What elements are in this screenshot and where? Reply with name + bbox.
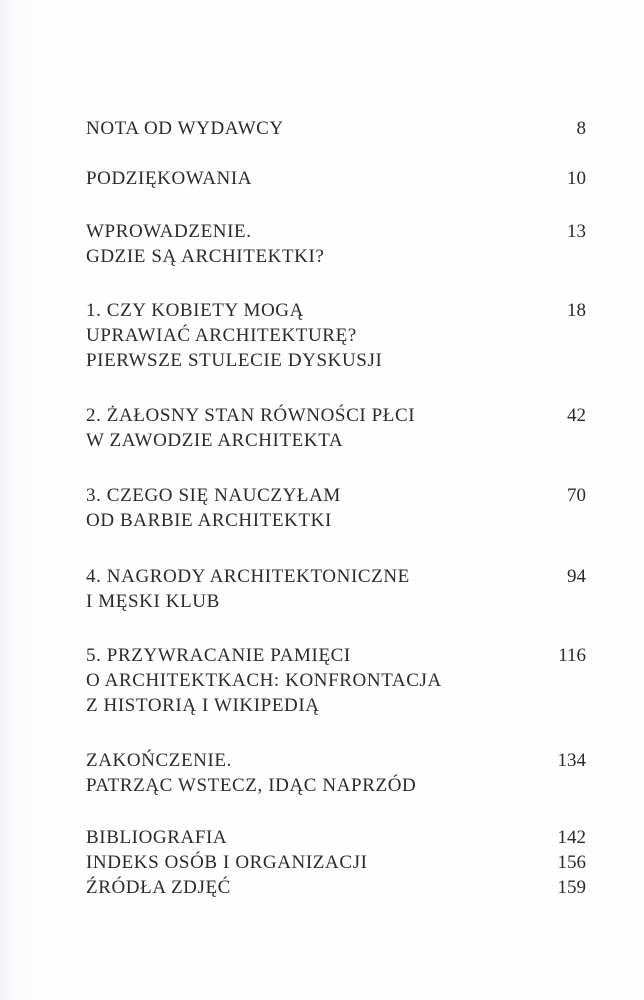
toc-page-number: 8 — [576, 118, 586, 139]
toc-entry-title-continued: OD BARBIE ARCHITEKTKI — [86, 510, 332, 531]
toc-entry-title: INDEKS OSÓB I ORGANIZACJI — [86, 852, 368, 873]
toc-entry-title: ŹRÓDŁA ZDJĘĆ — [86, 877, 231, 898]
toc-entry-title: WPROWADZENIE. — [86, 221, 252, 242]
toc-entry-title: 4. NAGRODY ARCHITEKTONICZNE — [86, 566, 410, 587]
toc-page-number: 142 — [557, 827, 586, 848]
toc-page-number: 18 — [567, 300, 586, 321]
toc-entry-title: BIBLIOGRAFIA — [86, 827, 228, 848]
toc-entry-title: PODZIĘKOWANIA — [86, 168, 253, 189]
toc-entry-title: ZAKOŃCZENIE. — [86, 750, 232, 771]
toc-entry-title-continued: W ZAWODZIE ARCHITEKTA — [86, 430, 344, 451]
toc-entry-title: 2. ŻAŁOSNY STAN RÓWNOŚCI PŁCI — [86, 405, 416, 426]
toc-page-number: 156 — [557, 852, 586, 873]
toc-page-number: 116 — [558, 645, 586, 666]
toc-page-number: 159 — [557, 877, 586, 898]
toc-entry-title-continued: Z HISTORIĄ I WIKIPEDIĄ — [86, 695, 320, 716]
toc-entry-title-continued: UPRAWIAĆ ARCHITEKTURĘ? — [86, 325, 357, 346]
toc-entry-title: NOTA OD WYDAWCY — [86, 118, 284, 139]
toc-page-number: 10 — [567, 168, 586, 189]
toc-entry-title-continued: PIERWSZE STULECIE DYSKUSJI — [86, 350, 383, 371]
toc-page-number: 134 — [557, 750, 586, 771]
toc-entry-title: 5. PRZYWRACANIE PAMIĘCI — [86, 645, 351, 666]
toc-entry-title-continued: I MĘSKI KLUB — [86, 591, 220, 612]
toc-entry-title-continued: GDZIE SĄ ARCHITEKTKI? — [86, 246, 325, 267]
toc-page-number: 70 — [567, 485, 586, 506]
toc-entry-title: 3. CZEGO SIĘ NAUCZYŁAM — [86, 485, 341, 506]
toc-page-number: 13 — [567, 221, 586, 242]
toc-page-number: 42 — [567, 405, 586, 426]
toc-page-number: 94 — [567, 566, 586, 587]
toc-entry-title: 1. CZY KOBIETY MOGĄ — [86, 300, 304, 321]
toc-entry-title-continued: PATRZĄC WSTECZ, IDĄC NAPRZÓD — [86, 775, 417, 796]
toc-entry-title-continued: O ARCHITEKTKACH: KONFRONTACJA — [86, 670, 442, 691]
